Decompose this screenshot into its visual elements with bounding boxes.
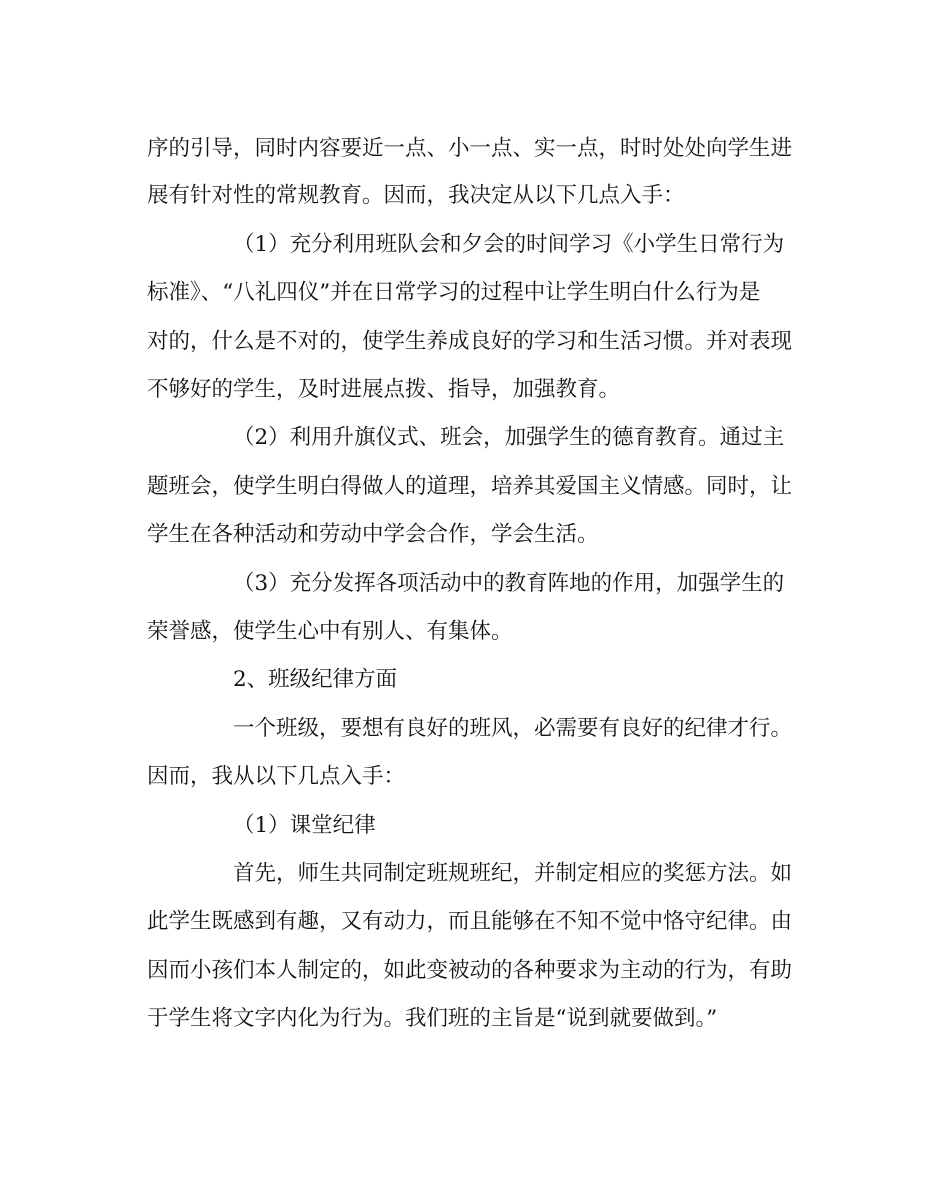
text-line-14: 因而，我从以下几点入手：: [147, 764, 406, 789]
text-line-6: 不够好的学生，及时进展点拨、指导，加强教育。: [147, 377, 621, 402]
text-line-1: 序的引导，同时内容要近一点、小一点、实一点，时时处处向学生进: [147, 136, 793, 161]
section-heading-class-discipline: 2、班级纪律方面: [233, 667, 398, 692]
text-line-11: 荣誉感，使学生心中有别人、有集体。: [147, 619, 513, 644]
text-line-10: （3）充分发挥各项活动中的教育阵地的作用，加强学生的: [233, 571, 785, 596]
text-line-4: 标准》、“八礼四仪”并在日常学习的过程中让学生明白什么行为是: [147, 280, 761, 305]
text-line-7: （2）利用升旗仪式、班会，加强学生的德育教育。通过主: [233, 425, 785, 450]
text-line-2: 展有针对性的常规教育。因而，我决定从以下几点入手：: [147, 183, 685, 208]
text-line-16: 首先，师生共同制定班规班纪，并制定相应的奖惩方法。如: [233, 861, 793, 886]
text-line-8: 题班会，使学生明白得做人的道理，培养其爱国主义情感。同时，让: [147, 474, 793, 499]
text-line-13: 一个班级，要想有良好的班风，必需要有良好的纪律才行。: [233, 716, 793, 741]
text-line-3: （1）充分利用班队会和夕会的时间学习《小学生日常行为: [233, 232, 785, 257]
subheading-classroom-discipline: （1）课堂纪律: [233, 813, 376, 838]
text-line-18: 因而小孩们本人制定的，如此变被动的各种要求为主动的行为，有助: [147, 958, 793, 983]
text-line-19: 于学生将文字内化为行为。我们班的主旨是“说到就要做到。”: [147, 1006, 718, 1031]
text-line-17: 此学生既感到有趣，又有动力，而且能够在不知不觉中恪守纪律。由: [147, 909, 793, 934]
text-line-5: 对的，什么是不对的，使学生养成良好的学习和生活习惯。并对表现: [147, 329, 793, 354]
text-line-9: 学生在各种活动和劳动中学会合作，学会生活。: [147, 522, 599, 547]
